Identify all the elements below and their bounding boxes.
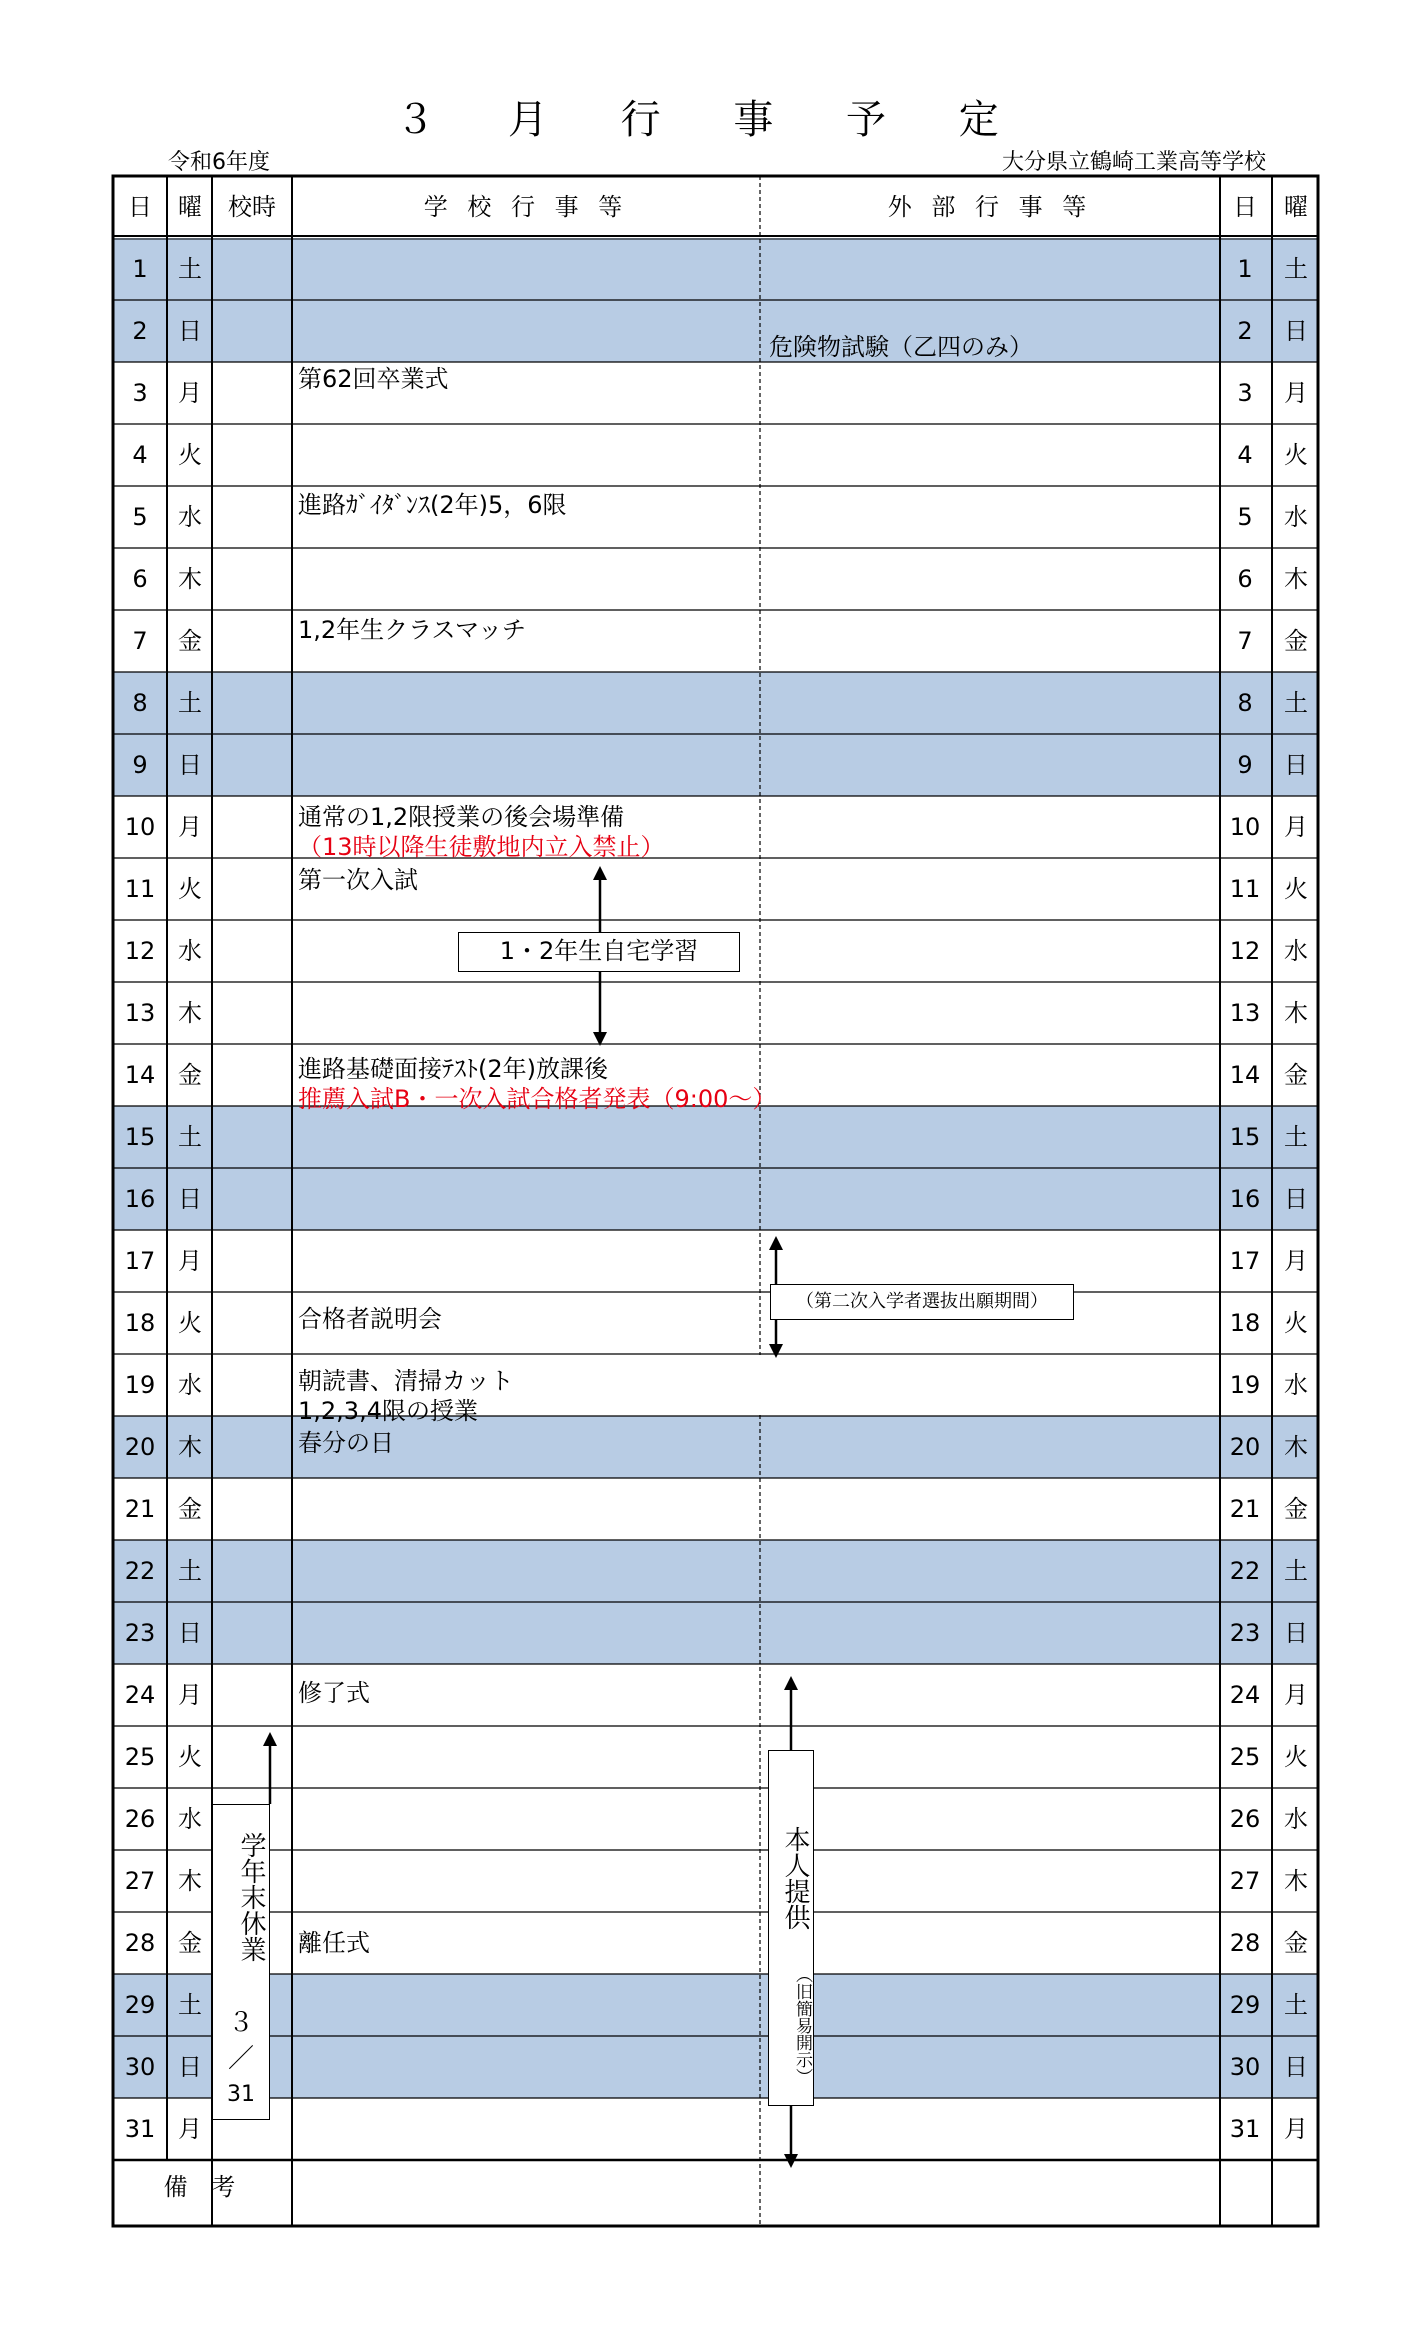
day-number-right: 11	[1229, 875, 1261, 903]
header-day: 日	[128, 193, 152, 221]
home-study-arrow-down	[593, 972, 607, 1046]
day-number-right: 4	[1237, 441, 1253, 469]
weekday-right: 月	[1284, 2115, 1308, 2143]
weekday: 土	[178, 1991, 202, 2019]
weekday-right: 土	[1284, 1123, 1308, 1151]
event-results-announcement: 推薦入試B・一次入試合格者発表（9:00～）	[298, 1085, 777, 1113]
home-study-box: 1・2年生自宅学習	[458, 932, 740, 972]
disclosure-arrow-down	[784, 2106, 798, 2168]
weekday: 月	[178, 1247, 202, 1275]
disclosure-box	[768, 1750, 814, 2106]
day-number: 28	[124, 1929, 156, 1957]
weekday-right: 水	[1284, 937, 1308, 965]
weekday-right: 土	[1284, 1991, 1308, 2019]
holiday-row-fill	[113, 1602, 1318, 1664]
weekday-right: 火	[1284, 1743, 1308, 1771]
spring-break-date-slash: ／	[227, 2044, 254, 2074]
event-class-match: 1,2年生クラスマッチ	[298, 616, 527, 644]
day-number: 1	[132, 255, 148, 283]
day-number: 20	[124, 1433, 156, 1461]
day-number: 15	[124, 1123, 156, 1151]
holiday-row-fill	[113, 1540, 1318, 1602]
weekday: 木	[178, 1433, 202, 1461]
weekday: 木	[178, 565, 202, 593]
weekday: 木	[178, 999, 202, 1027]
weekday-right: 月	[1284, 1247, 1308, 1275]
day-number: 29	[124, 1991, 156, 2019]
weekday-right: 木	[1284, 1433, 1308, 1461]
day-number: 18	[124, 1309, 156, 1337]
weekday: 金	[178, 1061, 202, 1089]
remarks-label: 備 考	[163, 2173, 244, 2201]
school-name: 大分県立鶴崎工業高等学校	[1001, 150, 1266, 175]
weekday-right: 木	[1284, 565, 1308, 593]
weekday: 月	[178, 813, 202, 841]
day-number-right: 19	[1229, 1371, 1261, 1399]
day-number: 10	[124, 813, 156, 841]
weekday-right: 水	[1284, 1805, 1308, 1833]
holiday-row-fill	[113, 734, 1318, 796]
day-number-right: 17	[1229, 1247, 1261, 1275]
day-number: 31	[124, 2115, 156, 2143]
day-number-right: 9	[1237, 751, 1253, 779]
home-study-arrow-up	[593, 866, 607, 932]
holiday-row-fill	[113, 672, 1318, 734]
weekday: 月	[178, 2115, 202, 2143]
weekday: 火	[178, 441, 202, 469]
weekday: 木	[178, 1867, 202, 1895]
holiday-row-fill	[113, 1168, 1318, 1230]
holiday-row-fill	[113, 1106, 1318, 1168]
day-number: 17	[124, 1247, 156, 1275]
weekday: 水	[178, 1805, 202, 1833]
header-day-right: 日	[1233, 193, 1257, 221]
weekday-right: 月	[1284, 813, 1308, 841]
day-number-right: 25	[1229, 1743, 1261, 1771]
event-graduation: 第62回卒業式	[298, 365, 449, 393]
weekday-right: 土	[1284, 1557, 1308, 1585]
weekday-right: 月	[1284, 1681, 1308, 1709]
weekday-right: 火	[1284, 875, 1308, 903]
weekday-right: 土	[1284, 255, 1308, 283]
day-number-right: 21	[1229, 1495, 1261, 1523]
weekday: 土	[178, 689, 202, 717]
weekday: 金	[178, 1495, 202, 1523]
day-number-right: 20	[1229, 1433, 1261, 1461]
event-venue-prep: 通常の1,2限授業の後会場準備	[298, 803, 625, 831]
spring-break-date-day: 31	[227, 2082, 255, 2107]
weekday-right: 土	[1284, 689, 1308, 717]
day-number-right: 7	[1237, 627, 1253, 655]
weekday: 金	[178, 1929, 202, 1957]
day-number-right: 26	[1229, 1805, 1261, 1833]
weekday-right: 日	[1284, 1185, 1308, 1213]
weekday: 火	[178, 875, 202, 903]
day-number: 5	[132, 503, 148, 531]
day-number: 19	[124, 1371, 156, 1399]
weekday: 月	[178, 1681, 202, 1709]
weekday: 火	[178, 1743, 202, 1771]
day-number-right: 14	[1229, 1061, 1261, 1089]
day-number: 16	[124, 1185, 156, 1213]
day-number: 21	[124, 1495, 156, 1523]
day-number-right: 31	[1229, 2115, 1261, 2143]
weekday: 水	[178, 503, 202, 531]
event-campus-restriction: （13時以降生徒敷地内立入禁止）	[298, 833, 665, 861]
day-number: 24	[124, 1681, 156, 1709]
day-number-right: 3	[1237, 379, 1253, 407]
day-number: 4	[132, 441, 148, 469]
day-number-right: 5	[1237, 503, 1253, 531]
day-number: 11	[124, 875, 156, 903]
day-number: 12	[124, 937, 156, 965]
header-weekday: 曜	[178, 193, 202, 221]
weekday: 火	[178, 1309, 202, 1337]
fiscal-year: 令和6年度	[168, 150, 270, 175]
weekday: 日	[178, 751, 202, 779]
event-closing-ceremony: 修了式	[298, 1679, 370, 1707]
weekday-right: 月	[1284, 379, 1308, 407]
application-arrow-down	[769, 1320, 783, 1358]
weekday: 日	[178, 1185, 202, 1213]
day-number-right: 1	[1237, 255, 1253, 283]
event-first-exam: 第一次入試	[298, 866, 418, 894]
application-arrow-up	[769, 1236, 783, 1284]
day-number: 2	[132, 317, 148, 345]
weekday: 日	[178, 1619, 202, 1647]
page-title: ３ 月 行 事 予 定	[395, 97, 1029, 143]
day-number-right: 30	[1229, 2053, 1261, 2081]
header-school-events: 学 校 行 事 等	[423, 193, 629, 221]
disclosure-sublabel: （旧簡易開示）	[792, 1965, 812, 2085]
event-class-periods: 1,2,3,4限の授業	[298, 1397, 478, 1425]
event-career-guidance: 進路ｶﾞｲﾀﾞﾝｽ(2年)5，6限	[298, 491, 567, 519]
day-number-right: 18	[1229, 1309, 1261, 1337]
holiday-row-fill	[113, 1974, 1318, 2036]
day-number-right: 28	[1229, 1929, 1261, 1957]
holiday-row-fill	[113, 1416, 1318, 1478]
day-number: 14	[124, 1061, 156, 1089]
weekday-right: 金	[1284, 627, 1308, 655]
day-number: 25	[124, 1743, 156, 1771]
holiday-row-fill	[113, 238, 1318, 300]
day-number: 3	[132, 379, 148, 407]
day-number: 30	[124, 2053, 156, 2081]
weekday: 水	[178, 1371, 202, 1399]
day-number: 9	[132, 751, 148, 779]
day-number-right: 12	[1229, 937, 1261, 965]
day-number-right: 16	[1229, 1185, 1261, 1213]
day-number: 6	[132, 565, 148, 593]
day-number-right: 13	[1229, 999, 1261, 1027]
weekday-right: 木	[1284, 1867, 1308, 1895]
day-number: 26	[124, 1805, 156, 1833]
day-number-right: 2	[1237, 317, 1253, 345]
weekday-right: 火	[1284, 1309, 1308, 1337]
weekday-right: 日	[1284, 317, 1308, 345]
day-number: 13	[124, 999, 156, 1027]
holiday-row-fill	[113, 2036, 1318, 2098]
weekday: 土	[178, 1557, 202, 1585]
day-number-right: 10	[1229, 813, 1261, 841]
header-school-time: 校時	[228, 193, 276, 221]
weekday: 土	[178, 255, 202, 283]
weekday: 月	[178, 379, 202, 407]
spring-break-box	[212, 1804, 270, 2120]
day-number-right: 8	[1237, 689, 1253, 717]
header-weekday-right: 曜	[1284, 193, 1308, 221]
day-number: 27	[124, 1867, 156, 1895]
weekday-right: 金	[1284, 1061, 1308, 1089]
weekday-right: 水	[1284, 1371, 1308, 1399]
day-number-right: 23	[1229, 1619, 1261, 1647]
day-number-right: 6	[1237, 565, 1253, 593]
spring-break-label: 学年末休業	[236, 1832, 266, 1962]
weekday-right: 火	[1284, 441, 1308, 469]
day-number: 7	[132, 627, 148, 655]
day-number-right: 15	[1229, 1123, 1261, 1151]
disclosure-arrow-up	[784, 1676, 798, 1750]
weekday-right: 日	[1284, 751, 1308, 779]
application-period-box: （第二次入学者選抜出願期間）	[770, 1284, 1074, 1320]
holiday-row-fill	[113, 300, 1318, 362]
weekday: 土	[178, 1123, 202, 1151]
disclosure-label: 本人提供	[780, 1826, 810, 1930]
event-morning-reading: 朝読書、清掃カット	[298, 1367, 514, 1395]
day-number: 23	[124, 1619, 156, 1647]
weekday-right: 金	[1284, 1495, 1308, 1523]
weekday: 日	[178, 2053, 202, 2081]
weekday: 水	[178, 937, 202, 965]
day-number: 22	[124, 1557, 156, 1585]
weekday-right: 金	[1284, 1929, 1308, 1957]
day-number-right: 22	[1229, 1557, 1261, 1585]
event-hazmat-exam: 危険物試験（乙四のみ）	[769, 333, 1033, 361]
event-farewell-ceremony: 離任式	[298, 1929, 370, 1957]
day-number-right: 24	[1229, 1681, 1261, 1709]
weekday-right: 日	[1284, 1619, 1308, 1647]
event-vernal-equinox: 春分の日	[298, 1429, 394, 1457]
weekday-right: 日	[1284, 2053, 1308, 2081]
spring-break-arrow	[263, 1732, 277, 1804]
weekday-right: 水	[1284, 503, 1308, 531]
weekday: 日	[178, 317, 202, 345]
event-interview-test: 進路基礎面接ﾃｽﾄ(2年)放課後	[298, 1055, 608, 1083]
spring-break-date-month: ３	[227, 2008, 254, 2038]
header-external-events: 外 部 行 事 等	[887, 193, 1093, 221]
day-number-right: 29	[1229, 1991, 1261, 2019]
weekday: 金	[178, 627, 202, 655]
weekday-right: 木	[1284, 999, 1308, 1027]
event-admission-briefing: 合格者説明会	[298, 1305, 442, 1333]
day-number-right: 27	[1229, 1867, 1261, 1895]
day-number: 8	[132, 689, 148, 717]
